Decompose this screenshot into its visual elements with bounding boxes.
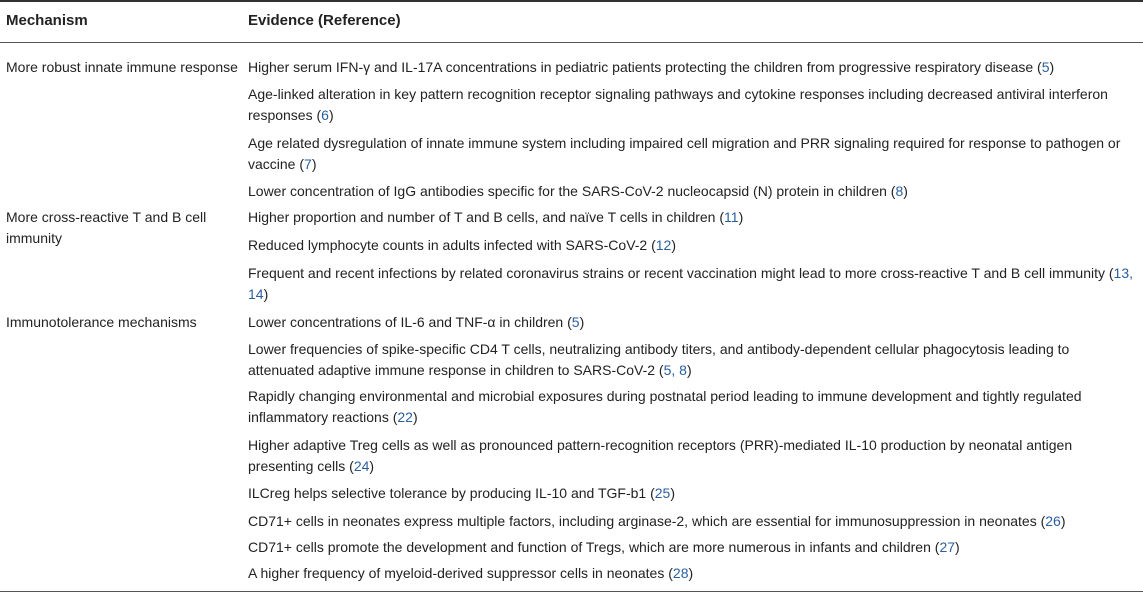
header-rule bbox=[0, 42, 1143, 43]
reference-link[interactable]: 28 bbox=[672, 565, 689, 581]
evidence-row: ILCreg helps selective tolerance by producing IL-10 and TGF-b1 (25) bbox=[248, 485, 675, 501]
reference-link[interactable]: 8 bbox=[895, 183, 904, 199]
reference-link[interactable]: 22 bbox=[397, 409, 413, 425]
evidence-row: Lower frequencies of spike-specific CD4 T cells, neutralizing antibody titers, and antibody-dependent cellular phagocytosis leading to attenuated adaptive immune response in children to SARS-CoV-2 (5, 8) bbox=[248, 341, 1070, 378]
evidence-row: A higher frequency of myeloid-derived suppressor cells in neonates (28) bbox=[248, 565, 694, 581]
reference-link[interactable]: 5 bbox=[1041, 59, 1050, 75]
reference-link[interactable]: 11 bbox=[724, 209, 739, 225]
reference-link[interactable]: 5, 8 bbox=[663, 362, 687, 378]
reference-link[interactable]: 13, 14 bbox=[248, 265, 1134, 302]
evidence-row: Age related dysregulation of innate immune system including impaired cell migration and PRR signaling required for response to pathogen or vaccine (7) bbox=[248, 135, 1121, 172]
reference-link[interactable]: 27 bbox=[939, 539, 956, 555]
table-bottom-rule bbox=[0, 591, 1143, 592]
evidence-row: Reduced lymphocyte counts in adults infected with SARS-CoV-2 (12) bbox=[248, 237, 677, 253]
header-mechanism: Mechanism bbox=[6, 12, 88, 29]
evidence-row: Age-linked alteration in key pattern recognition receptor signaling pathways and cytokine responses including decreased antiviral interferon responses (6) bbox=[248, 86, 1108, 123]
header-evidence: Evidence (Reference) bbox=[248, 12, 401, 29]
reference-link[interactable]: 26 bbox=[1045, 513, 1061, 529]
evidence-row: Lower concentrations of IL-6 and TNF-α in children (5) bbox=[248, 314, 585, 330]
reference-link[interactable]: 12 bbox=[655, 237, 672, 253]
mechanism-immunotolerance: Immunotolerance mechanisms bbox=[6, 314, 197, 330]
evidence-row: Lower concentration of IgG antibodies specific for the SARS-CoV-2 nucleocapsid (N) protein in children (8) bbox=[248, 183, 908, 199]
evidence-row: Rapidly changing environmental and microbial exposures during postnatal period leading to immune development and tightly regulated inflammatory reactions (22) bbox=[248, 388, 1082, 425]
reference-link[interactable]: 25 bbox=[654, 485, 671, 501]
evidence-row: Higher adaptive Treg cells as well as pronounced pattern-recognition receptors (PRR)-mediated IL-10 production by neonatal antigen presenting cells (24) bbox=[248, 437, 1073, 474]
reference-link[interactable]: 6 bbox=[321, 107, 329, 123]
evidence-row: CD71+ cells promote the development and function of Tregs, which are more numerous in infants and children (27) bbox=[248, 539, 960, 555]
evidence-row: Higher proportion and number of T and B cells, and naïve T cells in children (11) bbox=[248, 209, 744, 225]
table-top-rule bbox=[0, 0, 1143, 2]
evidence-row: Higher serum IFN-γ and IL-17A concentrations in pediatric patients protecting the children from progressive respiratory disease (5) bbox=[248, 59, 1055, 75]
mechanism-innate: More robust innate immune response bbox=[6, 59, 238, 75]
reference-link[interactable]: 5 bbox=[571, 314, 580, 330]
evidence-row: CD71+ cells in neonates express multiple factors, including arginase-2, which are essential for immunosuppression in neonates (26) bbox=[248, 513, 1066, 529]
reference-link[interactable]: 7 bbox=[304, 156, 312, 172]
evidence-row: Frequent and recent infections by related coronavirus strains or recent vaccination might lead to more cross-reactive T and B cell immunity (13, 14) bbox=[248, 265, 1134, 302]
mechanism-cross-reactive: More cross-reactive T and B cell immunity bbox=[6, 209, 207, 246]
reference-link[interactable]: 24 bbox=[353, 458, 370, 474]
